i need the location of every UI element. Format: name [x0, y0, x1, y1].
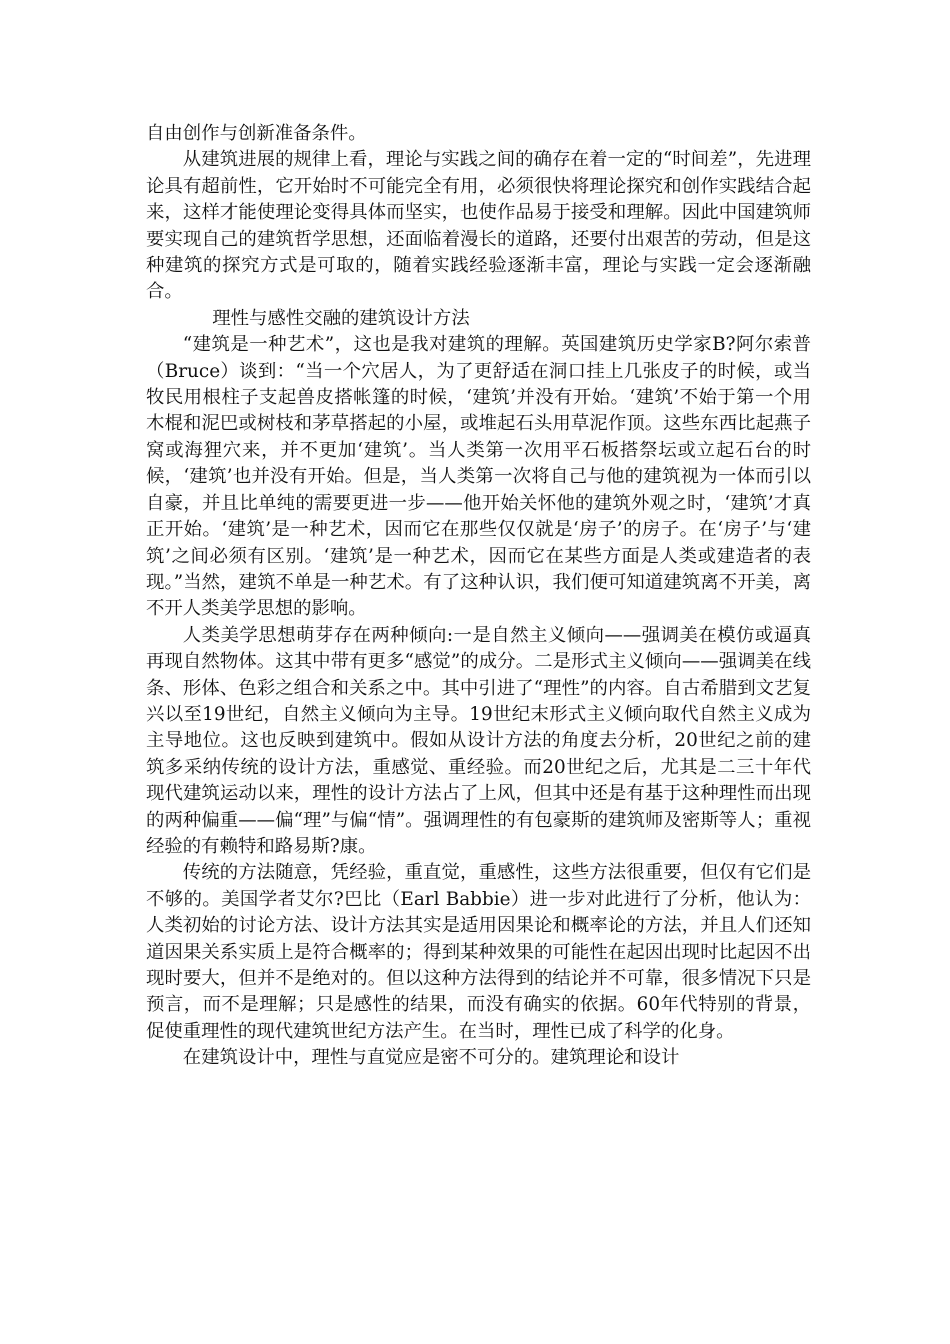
paragraph-architecture-art: “建筑是一种艺术”，这也是我对建筑的理解。英国建筑历史学家B?阿尔索普（Bruce）谈到：“当一个穴居人，为了更舒适在洞口挂上几张皮子的时候，或当牧民用根柱子支起兽皮搭帐篷的时候，‘建筑’并没有开始。‘建筑’不始于第一个用木棍和泥巴或树枝和茅草搭起的小屋，或堆起石头用草泥作顶。这些东西比起燕子窝或海狸穴来，并不更加‘建筑’。当人类第一次用平石板搭祭坛或立起石台的时候，‘建筑’也并没有开始。但是，当人类第一次将自己与他的建筑视为一体而引以自豪，并且比单纯的需要更进一步——他开始关怀他的建筑外观之时，‘建筑’才真正开始。‘建筑’是一种艺术，因而它在那些仅仅就是‘房子’的房子。在‘房子’与‘建筑’之间必须有区别。‘建筑’是一种艺术，因而它在某些方面是人类或建造者的表现。”当然，建筑不单是一种艺术。有了这种认识，我们便可知道建筑离不开美，离不开人类美学思想的影响。 — [146, 334, 812, 620]
paragraph-aesthetics: 人类美学思想萌芽存在两种倾向:一是自然主义倾向——强调美在模仿或逼真再现自然物体。这其中带有更多“感觉”的成分。二是形式主义倾向——强调美在线条、形体、色彩之组合和关系之中。其中引进了“理性”的内容。自古希腊到文艺复兴以至19世纪，自然主义倾向为主导。19世纪末形式主义倾向取代自然主义成为主导地位。这也反映到建筑中。假如从设计方法的角度去分析，20世纪之前的建筑多采纳传统的设计方法，重感觉、重经验。而20世纪之后，尤其是二三十年代现代建筑运动以来，理性的设计方法占了上风，但其中还是有基于这种理性而出现的两种偏重——偏“理”与偏“情”。强调理性的有包豪斯的建筑师及密斯等人；重视经验的有赖特和路易斯?康。 — [146, 624, 811, 857]
paragraph-design-intuition: 在建筑设计中，理性与直觉应是密不可分的。建筑理论和设计 — [182, 1047, 680, 1069]
paragraph-continuation: 自由创作与创新准备条件。 — [146, 123, 367, 144]
section-heading: 理性与感性交融的建筑设计方法 — [212, 307, 470, 329]
paragraph-theory-practice: 从建筑进展的规律上看，理论与实践之间的确存在着一定的“时间差”，先进理论具有超前性，它开始时不可能完全有用，必须很快将理论探究和创作实践结合起来，这样才能使理论变得具体而坚实，也使作品易于接受和理解。因此中国建筑师要实现自己的建筑哲学思想，还面临着漫长的道路，还要付出艰苦的劳动，但是这种建筑的探究方式是可取的，随着实践经验逐渐丰富，理论与实践一定会逐渐融合。 — [146, 149, 811, 303]
body-text — [146, 121, 811, 1072]
paragraph-traditional-methods: 传统的方法随意，凭经验，重直觉，重感性，这些方法很重要，但仅有它们是不够的。美国学者艾尔?巴比（Earl Babbie）进一步对此进行了分析，他认为：人类初始的讨论方法、设计方法其实是适用因果论和概率论的方法，并且人们还知道因果关系实质上是符合概率的；得到某种效果的可能性在起因出现时比起因不出现时要大，但并不是绝对的。但以这种方法得到的结论并不可靠，很多情况下只是预言，而不是理解；只是感性的结果，而没有确实的依据。60年代特别的背景，促使重理性的现代建筑世纪方法产生。在当时，理性已成了科学的化身。 — [146, 862, 811, 1042]
